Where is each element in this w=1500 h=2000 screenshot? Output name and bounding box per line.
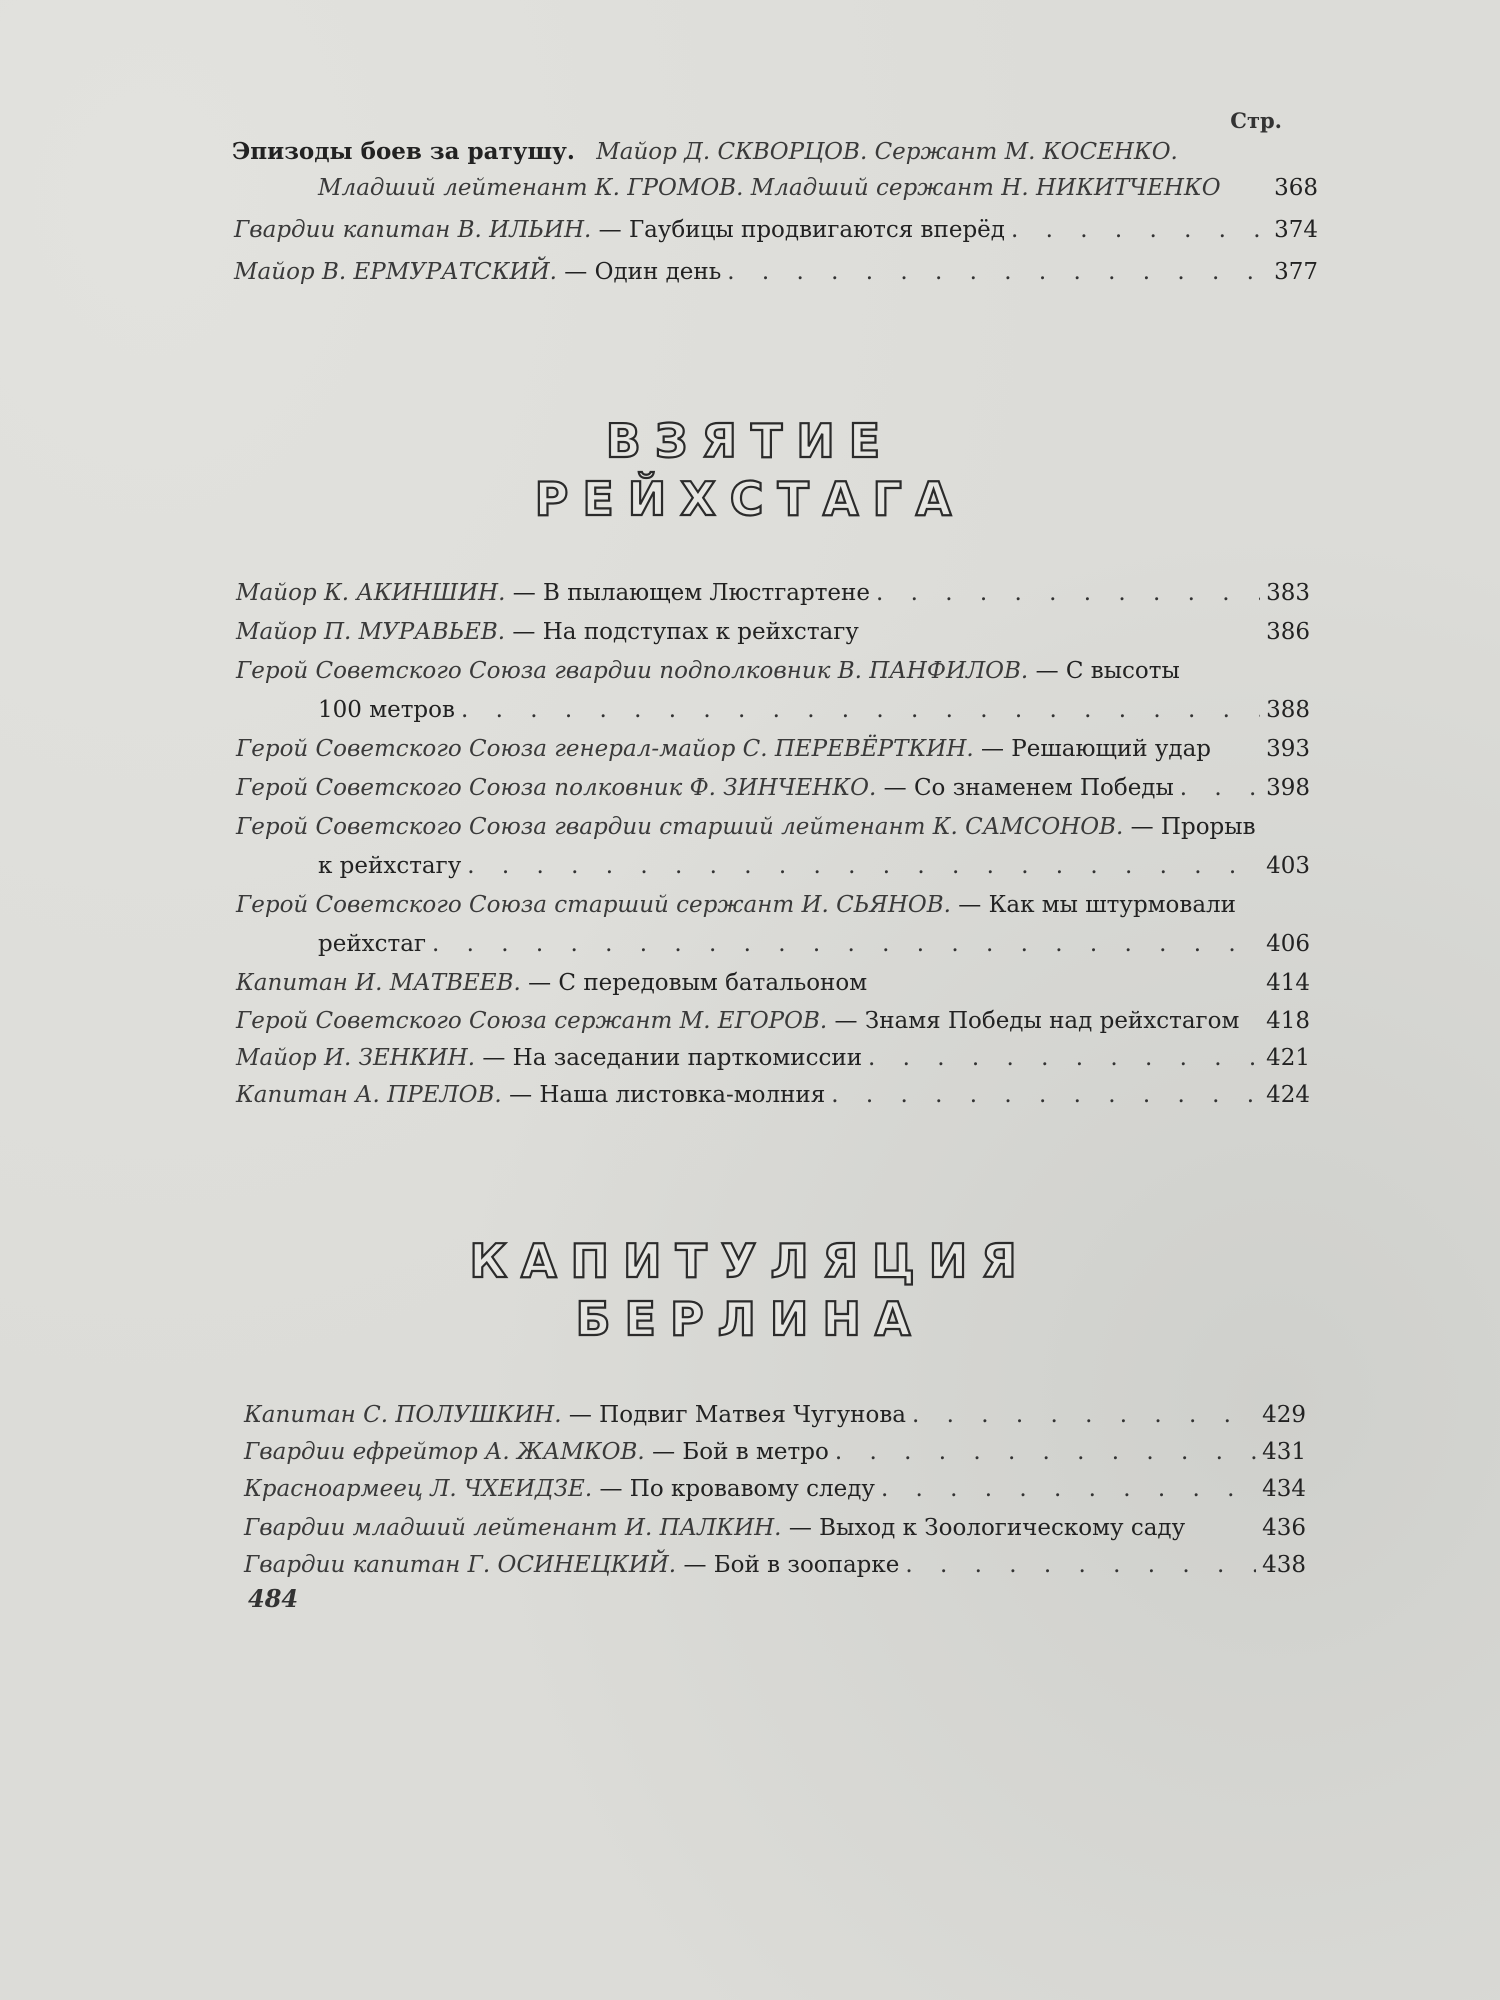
entry-page: 414 <box>1266 970 1310 996</box>
entry-title: — Решающий удар <box>981 736 1211 762</box>
leader-dots <box>881 1474 1256 1504</box>
entry-title: — Выход к Зоологическому саду <box>788 1515 1186 1541</box>
entry-page: 374 <box>1274 217 1318 243</box>
entry-title: — Прорыв <box>1130 814 1256 840</box>
entry-page: 438 <box>1262 1552 1306 1578</box>
entry-title: — По кровавому следу <box>599 1476 875 1502</box>
entry-title: — На подступах к рейхстагу <box>512 619 859 645</box>
section-heading <box>0 412 1500 528</box>
entry-authors: Майор Д. СКВОРЦОВ. Сержант М. КОСЕНКО. <box>596 139 1178 165</box>
entry-title: — Гаубицы продвигаются вперёд <box>598 217 1005 243</box>
entry-title: — Со знаменем Победы <box>883 775 1174 801</box>
section-heading <box>0 1232 1500 1348</box>
leader-dots <box>432 929 1260 959</box>
entry-title: Эпизоды боев за ратушу. <box>232 138 575 165</box>
toc-entry <box>236 968 1310 998</box>
entry-page: 377 <box>1274 259 1318 285</box>
entry-page: 383 <box>1266 580 1310 606</box>
entry-page: 386 <box>1266 619 1310 645</box>
toc-entry <box>236 1080 1310 1110</box>
leader-dots <box>727 257 1268 287</box>
leader-dots <box>1180 773 1260 803</box>
toc-entry <box>232 137 1178 167</box>
toc-entry <box>244 1474 1306 1504</box>
entry-author: Герой Советского Союза полковник Ф. ЗИНЧЕНКО. <box>236 775 877 801</box>
toc-entry <box>236 617 1310 647</box>
toc-entry <box>236 578 1310 608</box>
entry-title-cont: рейхстаг <box>318 931 427 957</box>
entry-author: Герой Советского Союза гвардии подполковник В. ПАНФИЛОВ. <box>236 658 1029 684</box>
entry-author: Майор К. АКИНШИН. <box>236 580 506 606</box>
entry-title-cont: к рейхстагу <box>318 853 462 879</box>
entry-author: Капитан И. МАТВЕЕВ. <box>236 970 521 996</box>
entry-page: 434 <box>1262 1476 1306 1502</box>
entry-page: 424 <box>1266 1082 1310 1108</box>
page-number: 484 <box>248 1584 299 1613</box>
toc-entry <box>236 1043 1310 1073</box>
entry-title: — Бой в зоопарке <box>683 1552 900 1578</box>
toc-entry <box>236 773 1310 803</box>
heading-line-1: КАПИТУЛЯЦИЯ <box>469 1234 1031 1288</box>
entry-title: — С высоты <box>1035 658 1180 684</box>
leader-dots <box>1011 215 1268 245</box>
toc-entry <box>236 890 1236 920</box>
entry-author: Капитан А. ПРЕЛОВ. <box>236 1082 502 1108</box>
entry-author: Гвардии капитан В. ИЛЬИН. <box>234 217 592 243</box>
entry-author: Гвардии ефрейтор А. ЖАМКОВ. <box>244 1439 645 1465</box>
leader-dots <box>905 1550 1256 1580</box>
entry-page: 368 <box>1274 175 1318 201</box>
leader-dots <box>461 695 1260 725</box>
entry-title: — С передовым батальоном <box>528 970 868 996</box>
toc-entry <box>244 1513 1306 1543</box>
entry-author: Майор В. ЕРМУРАТСКИЙ. <box>234 259 557 285</box>
toc-entry-continuation <box>318 695 1310 725</box>
entry-title: — Подвиг Матвея Чугунова <box>568 1402 906 1428</box>
entry-author: Герой Советского Союза гвардии старший лейтенант К. САМСОНОВ. <box>236 814 1124 840</box>
entry-author: Красноармеец Л. ЧХЕИДЗЕ. <box>244 1476 593 1502</box>
entry-page: 388 <box>1266 697 1310 723</box>
toc-entry <box>236 812 1256 842</box>
heading-line-2: РЕЙХСТАГА <box>534 472 966 526</box>
entry-page: 429 <box>1262 1402 1306 1428</box>
entry-author: Майор П. МУРАВЬЕВ. <box>236 619 506 645</box>
leader-dots <box>467 851 1260 881</box>
toc-entry <box>236 656 1180 686</box>
heading-line-1: ВЗЯТИЕ <box>605 414 895 468</box>
entry-author: Гвардии младший лейтенант И. ПАЛКИН. <box>244 1515 782 1541</box>
entry-title: — В пылающем Люстгартене <box>512 580 870 606</box>
entry-title: — Бой в метро <box>652 1439 829 1465</box>
entry-page: 421 <box>1266 1045 1310 1071</box>
leader-dots <box>831 1080 1260 1110</box>
entry-author: Гвардии капитан Г. ОСИНЕЦКИЙ. <box>244 1552 677 1578</box>
entry-page: 418 <box>1266 1008 1310 1034</box>
entry-author: Герой Советского Союза старший сержант И. СЬЯНОВ. <box>236 892 951 918</box>
entry-page: 403 <box>1266 853 1310 879</box>
toc-entry <box>236 1006 1310 1036</box>
heading-line-2: БЕРЛИНА <box>575 1292 925 1346</box>
entry-page: 398 <box>1266 775 1310 801</box>
entry-title: — Как мы штурмовали <box>958 892 1236 918</box>
toc-entry <box>234 215 1318 245</box>
toc-entry <box>244 1437 1306 1467</box>
entry-author: Майор И. ЗЕНКИН. <box>236 1045 476 1071</box>
toc-entry <box>244 1400 1306 1430</box>
entry-page: 393 <box>1266 736 1310 762</box>
entry-page: 436 <box>1262 1515 1306 1541</box>
toc-entry-continuation <box>318 929 1310 959</box>
entry-author: Капитан С. ПОЛУШКИН. <box>244 1402 562 1428</box>
leader-dots <box>835 1437 1256 1467</box>
entry-author: Герой Советского Союза сержант М. ЕГОРОВ. <box>236 1008 828 1034</box>
entry-title: — Один день <box>564 259 722 285</box>
toc-entry-continuation <box>318 851 1310 881</box>
toc-entry <box>234 257 1318 287</box>
leader-dots <box>876 578 1260 608</box>
entry-title: — На заседании парткомиссии <box>482 1045 863 1071</box>
entry-title: — Знамя Победы над рейхстагом <box>834 1008 1240 1034</box>
toc-entry <box>244 1550 1306 1580</box>
page-column-label: Стр. <box>1230 108 1282 133</box>
toc-entry <box>236 734 1310 764</box>
entry-title-cont: 100 метров <box>318 697 455 723</box>
entry-authors: Младший лейтенант К. ГРОМОВ. Младший сержант Н. НИКИТЧЕНКО <box>318 175 1221 201</box>
entry-author: Герой Советского Союза генерал-майор С. ПЕРЕВЁРТКИН. <box>236 736 974 762</box>
entry-page: 406 <box>1266 931 1310 957</box>
leader-dots <box>912 1400 1256 1430</box>
entry-title: — Наша листовка-молния <box>509 1082 826 1108</box>
entry-page: 431 <box>1262 1439 1306 1465</box>
leader-dots <box>868 1043 1260 1073</box>
toc-entry <box>318 173 1318 203</box>
